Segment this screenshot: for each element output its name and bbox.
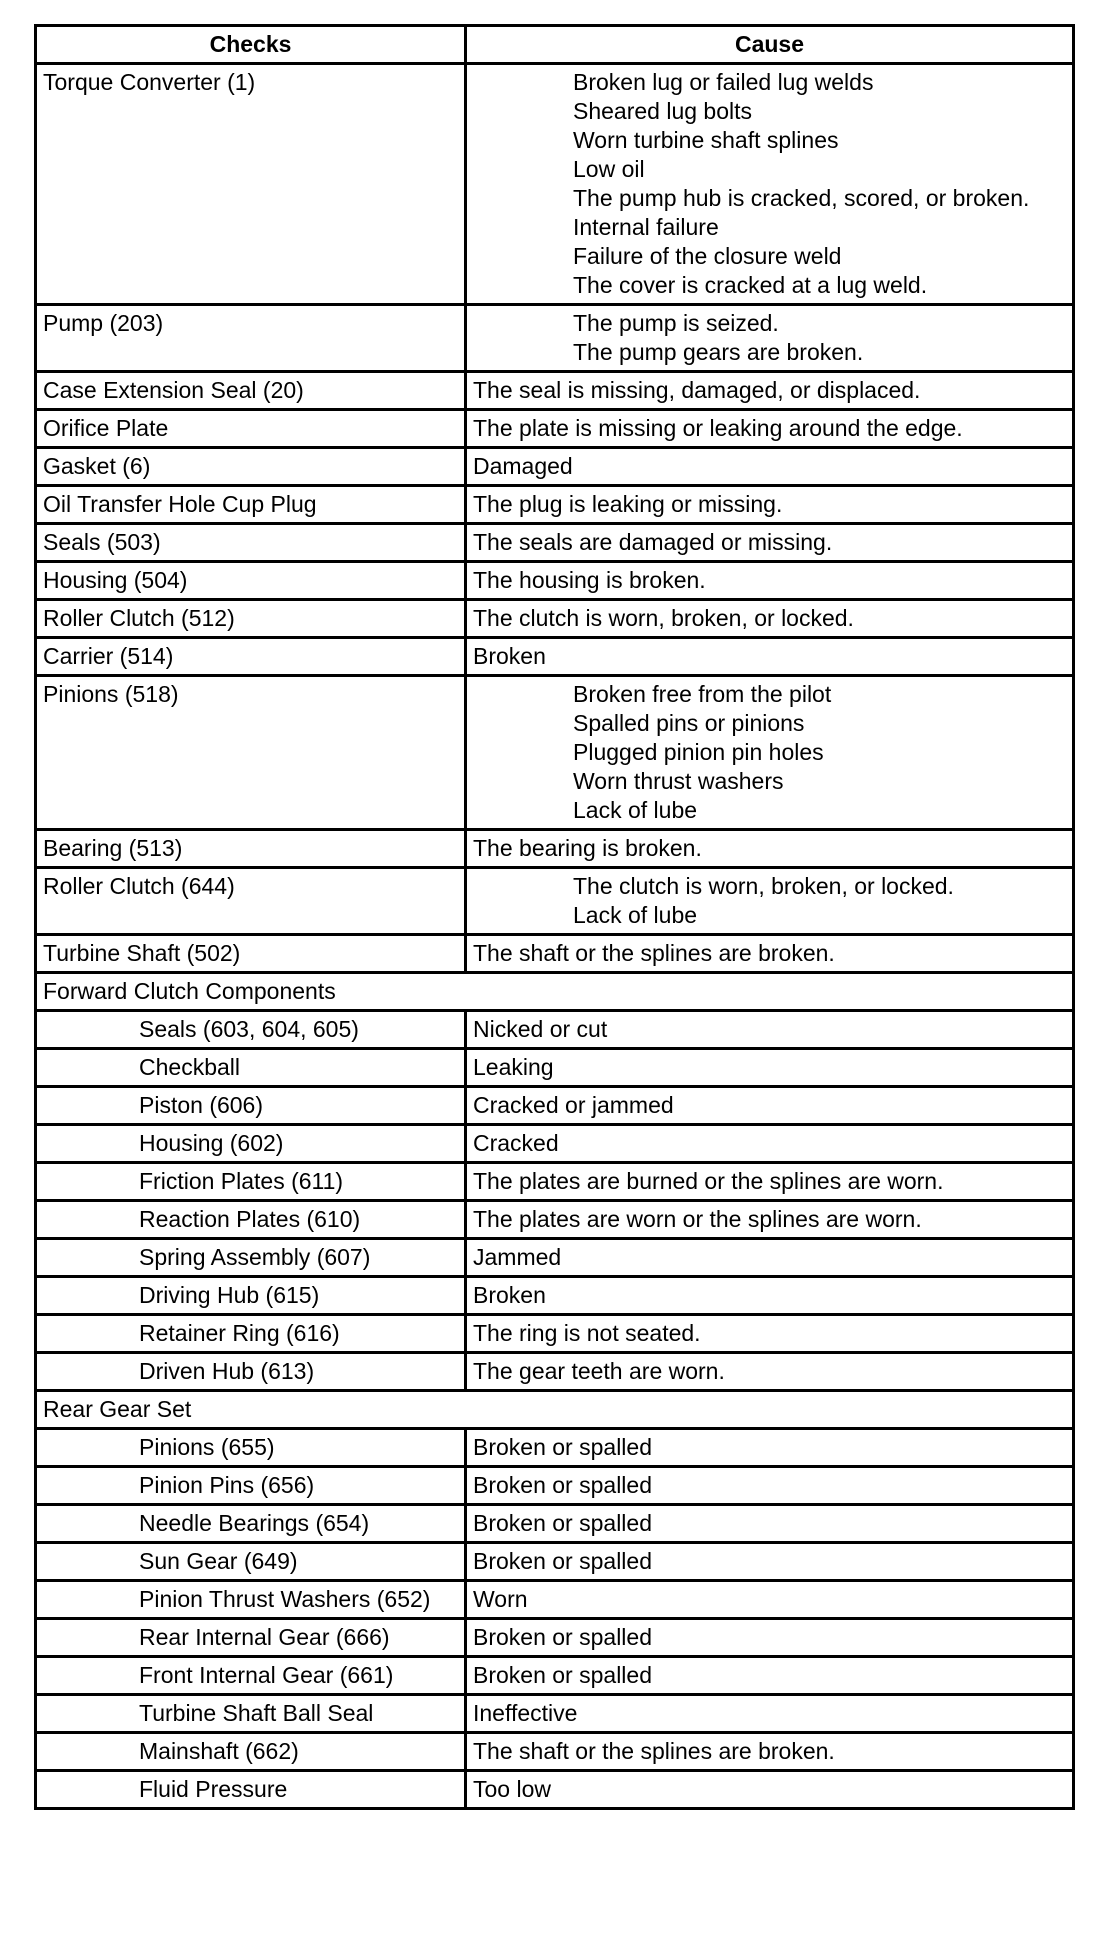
table-row [36,1277,1074,1315]
cause-cell: Leaking [466,1049,1074,1087]
table-row [36,64,1074,305]
header-cause: Cause [466,26,1074,64]
table-row [36,410,1074,448]
cause-item: Broken free from the pilot [573,681,832,707]
check-cell: Oil Transfer Hole Cup Plug [36,486,466,524]
cause-cell: The plate is missing or leaking around the edge. [466,410,1074,448]
check-cell: Housing (602) [36,1125,466,1163]
table-row [36,1771,1074,1809]
cause-item: Worn turbine shaft splines [573,127,839,153]
check-cell: Roller Clutch (512) [36,600,466,638]
check-cell: Driving Hub (615) [36,1277,466,1315]
cause-cell: Broken or spalled [466,1543,1074,1581]
cause-cell: The shaft or the splines are broken. [466,1733,1074,1771]
check-cell: Case Extension Seal (20) [36,372,466,410]
checks-causes-table-container [34,24,1072,1810]
check-cell: Turbine Shaft (502) [36,935,466,973]
cause-cell: Cracked [466,1125,1074,1163]
table-row [36,1353,1074,1391]
check-cell: Pinions (655) [36,1429,466,1467]
cause-cell: Broken or spalled [466,1505,1074,1543]
check-cell: Retainer Ring (616) [36,1315,466,1353]
table-row [36,1733,1074,1771]
cause-cell: The housing is broken. [466,562,1074,600]
check-cell: Housing (504) [36,562,466,600]
cause-cell: The plug is leaking or missing. [466,486,1074,524]
table-row [36,1657,1074,1695]
cause-cell: Nicked or cut [466,1011,1074,1049]
table-row [36,600,1074,638]
check-cell: Piston (606) [36,1087,466,1125]
check-cell: Torque Converter (1) [36,64,466,305]
cause-item: The pump gears are broken. [573,339,864,365]
cause-list [473,872,1066,930]
cause-cell [466,305,1074,372]
cause-cell: The seal is missing, damaged, or displaced. [466,372,1074,410]
cause-item: Worn thrust washers [573,768,784,794]
checks-causes-table [34,24,1075,1810]
table-row [36,868,1074,935]
cause-cell: Broken or spalled [466,1429,1074,1467]
cause-item: Lack of lube [573,902,698,928]
section-header-row [36,973,1074,1011]
cause-cell [466,676,1074,830]
cause-cell [466,64,1074,305]
check-cell: Front Internal Gear (661) [36,1657,466,1695]
header-row [36,26,1074,64]
check-cell: Turbine Shaft Ball Seal [36,1695,466,1733]
section-header-row [36,1391,1074,1429]
check-cell: Mainshaft (662) [36,1733,466,1771]
table-row [36,935,1074,973]
cause-list [473,680,1066,825]
cause-item: Failure of the closure weld [573,243,842,269]
check-cell: Roller Clutch (644) [36,868,466,935]
cause-cell: The plates are burned or the splines are worn. [466,1163,1074,1201]
cause-item: Sheared lug bolts [573,98,753,124]
check-cell: Needle Bearings (654) [36,1505,466,1543]
cause-list [473,309,1066,367]
table-row [36,448,1074,486]
cause-item: The pump is seized. [573,310,779,336]
cause-cell: The bearing is broken. [466,830,1074,868]
check-cell: Seals (503) [36,524,466,562]
section-title: Forward Clutch Components [36,973,1074,1011]
cause-item: Low oil [573,156,645,182]
cause-item: Broken lug or failed lug welds [573,69,874,95]
table-row [36,1695,1074,1733]
cause-cell: Broken [466,638,1074,676]
check-cell: Reaction Plates (610) [36,1201,466,1239]
cause-cell: The gear teeth are worn. [466,1353,1074,1391]
cause-cell: Broken or spalled [466,1657,1074,1695]
check-cell: Sun Gear (649) [36,1543,466,1581]
cause-cell: Worn [466,1581,1074,1619]
table-row [36,676,1074,830]
cause-item: The pump hub is cracked, scored, or broken. [573,185,1030,211]
table-row [36,1315,1074,1353]
cause-cell: Ineffective [466,1695,1074,1733]
table-row [36,524,1074,562]
check-cell: Orifice Plate [36,410,466,448]
header-checks: Checks [36,26,466,64]
cause-item: Lack of lube [573,797,698,823]
cause-cell: Too low [466,1771,1074,1809]
table-row [36,1125,1074,1163]
check-cell: Pinion Pins (656) [36,1467,466,1505]
check-cell: Pump (203) [36,305,466,372]
cause-cell: The seals are damaged or missing. [466,524,1074,562]
cause-cell: Cracked or jammed [466,1087,1074,1125]
table-row [36,638,1074,676]
cause-list [473,68,1066,300]
check-cell: Carrier (514) [36,638,466,676]
table-row [36,1581,1074,1619]
table-row [36,1011,1074,1049]
cause-item: Internal failure [573,214,719,240]
table-row [36,305,1074,372]
table-row [36,486,1074,524]
table-row [36,1239,1074,1277]
cause-cell: The shaft or the splines are broken. [466,935,1074,973]
cause-cell: Jammed [466,1239,1074,1277]
check-cell: Seals (603, 604, 605) [36,1011,466,1049]
table-row [36,1505,1074,1543]
cause-cell: Broken or spalled [466,1467,1074,1505]
table-row [36,372,1074,410]
table-row [36,1087,1074,1125]
table-row [36,1163,1074,1201]
table-body [36,64,1074,1809]
check-cell: Bearing (513) [36,830,466,868]
cause-cell: The plates are worn or the splines are worn. [466,1201,1074,1239]
cause-cell: Broken [466,1277,1074,1315]
check-cell: Spring Assembly (607) [36,1239,466,1277]
table-row [36,830,1074,868]
table-row [36,562,1074,600]
cause-item: The clutch is worn, broken, or locked. [573,873,954,899]
check-cell: Pinion Thrust Washers (652) [36,1581,466,1619]
cause-cell: Broken or spalled [466,1619,1074,1657]
cause-cell [466,868,1074,935]
check-cell: Fluid Pressure [36,1771,466,1809]
table-row [36,1201,1074,1239]
cause-cell: The ring is not seated. [466,1315,1074,1353]
check-cell: Driven Hub (613) [36,1353,466,1391]
table-row [36,1429,1074,1467]
cause-item: Plugged pinion pin holes [573,739,824,765]
cause-cell: Damaged [466,448,1074,486]
section-title: Rear Gear Set [36,1391,1074,1429]
table-row [36,1543,1074,1581]
cause-item: The cover is cracked at a lug weld. [573,272,928,298]
check-cell: Gasket (6) [36,448,466,486]
check-cell: Pinions (518) [36,676,466,830]
cause-cell: The clutch is worn, broken, or locked. [466,600,1074,638]
cause-item: Spalled pins or pinions [573,710,805,736]
check-cell: Checkball [36,1049,466,1087]
table-row [36,1619,1074,1657]
check-cell: Friction Plates (611) [36,1163,466,1201]
check-cell: Rear Internal Gear (666) [36,1619,466,1657]
table-row [36,1467,1074,1505]
table-row [36,1049,1074,1087]
